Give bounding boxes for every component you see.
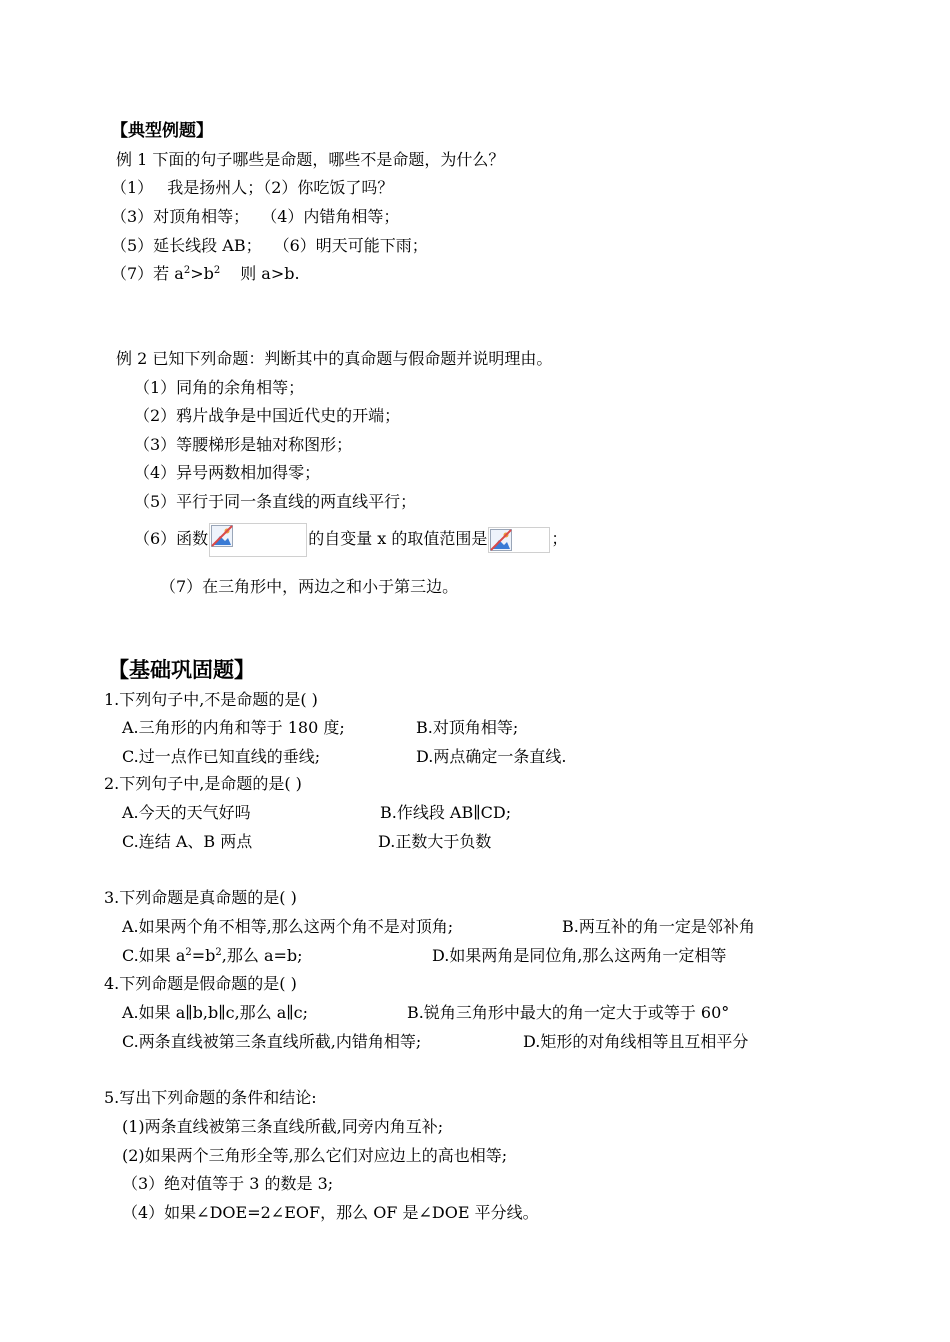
example1-line4: （7）若 $a^2>b^2$ 则 a>b. — [111, 264, 300, 283]
example2-item-3: （3）等腰梯形是轴对称图形； — [134, 435, 353, 454]
q2-option-c: C.连结 A、B 两点 — [122, 832, 253, 851]
example2-item-6: （6）函数 的自变量 x 的取值范围是 ； — [134, 522, 567, 557]
example1-line1: （1） 我是扬州人；（2）你吃饭了吗？ — [111, 178, 394, 197]
example2-item-5: （5）平行于同一条直线的两直线平行； — [134, 492, 417, 511]
q4-option-d: D.矩形的对角线相等且互相平分 — [523, 1032, 749, 1051]
q5-item-2: (2)如果两个三角形全等,那么它们对应边上的高也相等; — [122, 1146, 508, 1165]
example1-line3: （5）延长线段 AB； （6）明天可能下雨； — [111, 236, 428, 255]
q2-option-d: D.正数大于负数 — [378, 832, 492, 851]
q3-option-b: B.两互补的角一定是邻补角 — [562, 917, 755, 936]
example2-item-2: （2）鸦片战争是中国近代史的开端； — [134, 406, 401, 425]
broken-image-icon — [490, 529, 512, 551]
q5-stem: 5.写出下列命题的条件和结论: — [104, 1088, 317, 1107]
q5-item-4: （4）如果∠DOE=2∠EOF，那么 OF 是∠DOE 平分线。 — [122, 1203, 539, 1222]
example1-stem: 例 1 下面的句子哪些是命题，哪些不是命题，为什么？ — [116, 150, 505, 169]
q1-option-c: C.过一点作已知直线的垂线; — [122, 747, 321, 766]
q3-stem: 3.下列命题是真命题的是( ) — [104, 888, 297, 907]
q2-option-b: B.作线段 AB∥CD; — [380, 803, 512, 822]
q3-option-a: A.如果两个角不相等,那么这两个角不是对顶角; — [122, 917, 454, 936]
q4-option-c: C.两条直线被第三条直线所截,内错角相等; — [122, 1032, 422, 1051]
q2-option-a: A.今天的天气好吗 — [122, 803, 251, 822]
example1-line2: （3）对顶角相等； （4）内错角相等； — [111, 207, 400, 226]
range-image-placeholder — [488, 527, 550, 553]
q1-option-d: D.两点确定一条直线. — [416, 747, 567, 766]
q4-option-a: A.如果 a∥b,b∥c,那么 a∥c; — [122, 1003, 309, 1022]
example2-item-1: （1）同角的余角相等； — [134, 378, 305, 397]
q1-option-b: B.对顶角相等; — [416, 718, 519, 737]
formula-image-placeholder — [209, 523, 307, 557]
q4-stem: 4.下列命题是假命题的是( ) — [104, 974, 297, 993]
q5-item-1: (1)两条直线被第三条直线所截,同旁内角互补; — [122, 1117, 444, 1136]
broken-image-icon — [211, 525, 233, 547]
q4-option-b: B.锐角三角形中最大的角一定大于或等于 60° — [407, 1003, 730, 1022]
example2-item-4: （4）异号两数相加得零； — [134, 463, 321, 482]
section-heading-basic-practice: 【基础巩固题】 — [108, 657, 255, 682]
q2-stem: 2.下列句子中,是命题的是( ) — [104, 774, 302, 793]
q3-option-c: C.如果 $a^2=b^2$,那么 a=b; — [122, 946, 303, 965]
q1-option-a: A.三角形的内角和等于 180 度; — [122, 718, 345, 737]
example2-stem: 例 2 已知下列命题：判断其中的真命题与假命题并说明理由。 — [116, 349, 553, 368]
example2-item-7: （7）在三角形中，两边之和小于第三边。 — [160, 577, 459, 596]
section-heading-typical-examples: 【典型例题】 — [111, 121, 213, 141]
q5-item-3: （3）绝对值等于 3 的数是 3; — [122, 1174, 334, 1193]
q1-stem: 1.下列句子中,不是命题的是( ) — [104, 690, 318, 709]
q3-option-d: D.如果两角是同位角,那么这两角一定相等 — [432, 946, 727, 965]
